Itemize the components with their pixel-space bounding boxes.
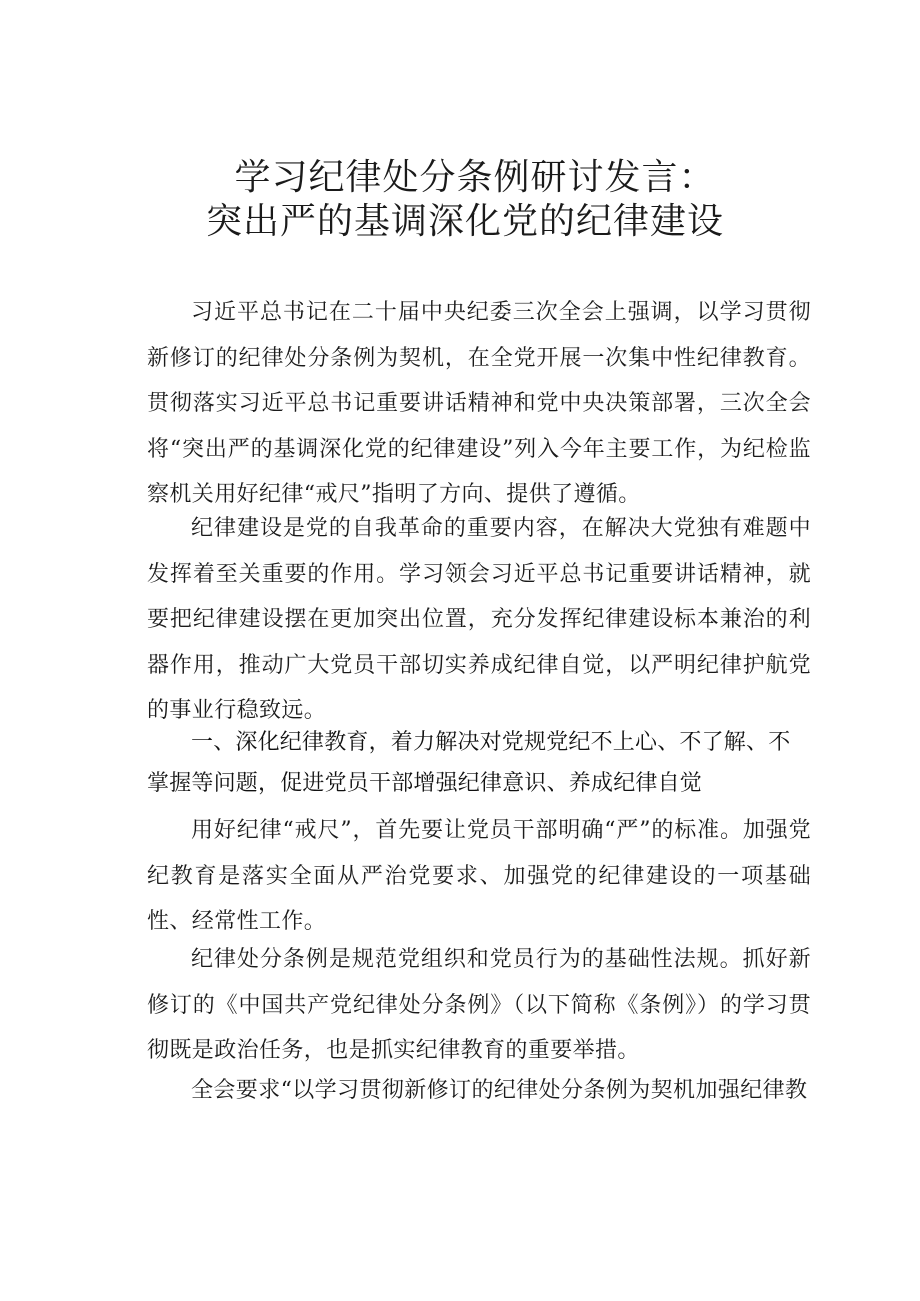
section-paragraph-1: 用好纪律“戒尺”，首先要让党员干部明确“严”的标准。加强党纪教育是落实全面从严治党要求、加强党的纪律建设的一项基础性、经常性工作。	[147, 818, 811, 935]
body-paragraph-2: 纪律建设是党的自我革命的重要内容，在解决大党独有难题中发挥着至关重要的作用。学习领会习近平总书记重要讲话精神，就要把纪律建设摆在更加突出位置，充分发挥纪律建设标本兼治的利器作用，推动广大党员干部切实养成纪律自觉，以严明纪律护航党的事业行稳致远。	[147, 516, 811, 724]
body-paragraph-1: 习近平总书记在二十届中央纪委三次全会上强调，以学习贯彻新修订的纪律处分条例为契机，在全党开展一次集中性纪律教育。贯彻落实习近平总书记重要讲话精神和党中央决策部署，三次全会将“突出严的基调深化党的纪律建设”列入今年主要工作，为纪检监察机关用好纪律“戒尺”指明了方向、提供了遵循。	[147, 300, 811, 508]
document-title-line-1: 学习纪律处分条例研讨发言：	[234, 157, 716, 198]
section-paragraph-3: 全会要求“以学习贯彻新修订的纪律处分条例为契机加强纪律教	[191, 1078, 808, 1103]
document-title-line-2: 突出严的基调深化党的纪律建设	[205, 201, 724, 242]
section-heading-1: 一、深化纪律教育，着力解决对党规党纪不上心、不了解、不掌握等问题，促进党员干部增强纪律意识、养成纪律自觉	[147, 730, 791, 796]
section-paragraph-2: 纪律处分条例是规范党组织和党员行为的基础性法规。抓好新修订的《中国共产党纪律处分条例》（以下简称《条例》）的学习贯彻既是政治任务，也是抓实纪律教育的重要举措。	[147, 947, 811, 1064]
